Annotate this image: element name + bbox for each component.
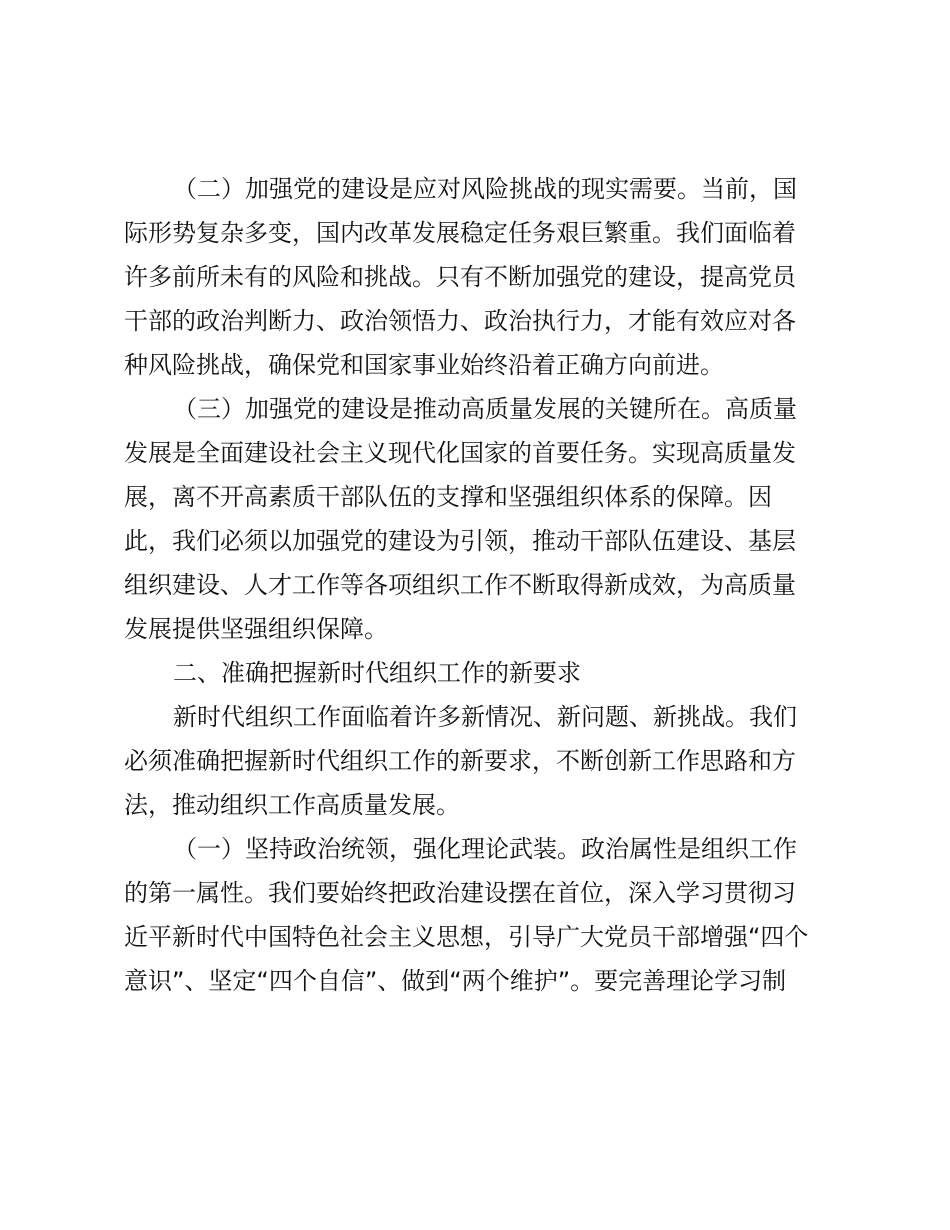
text-line: 的第一属性。我们要始终把政治建设摆在首位，深入学习贯彻习 — [124, 879, 796, 907]
text-line: 展，离不开高素质干部队伍的支撑和坚强组织体系的保障。因 — [124, 483, 772, 511]
text-line: 种风险挑战，确保党和国家事业始终沿着正确方向前进。 — [124, 351, 724, 379]
text-line: （三）加强党的建设是推动高质量发展的关键所在。高质量 — [173, 395, 797, 423]
text-line: （一）坚持政治统领，强化理论武装。政治属性是组织工作 — [173, 835, 797, 863]
text-line: 此，我们必须以加强党的建设为引领，推动干部队伍建设、基层 — [124, 527, 796, 555]
text-line: （二）加强党的建设是应对风险挑战的现实需要。当前，国 — [173, 175, 797, 203]
text-line: 发展提供坚强组织保障。 — [124, 615, 388, 643]
text-line: 法，推动组织工作高质量发展。 — [124, 791, 460, 819]
section-heading: 二、准确把握新时代组织工作的新要求 — [173, 659, 581, 687]
text-line: 际形势复杂多变，国内改革发展稳定任务艰巨繁重。我们面临着 — [124, 219, 796, 247]
text-line: 近平新时代中国特色社会主义思想，引导广大党员干部增强“四个 — [124, 923, 809, 951]
text-line: 干部的政治判断力、政治领悟力、政治执行力，才能有效应对各 — [124, 307, 796, 335]
text-line: 发展是全面建设社会主义现代化国家的首要任务。实现高质量发 — [124, 439, 796, 467]
text-line: 组织建设、人才工作等各项组织工作不断取得新成效，为高质量 — [124, 571, 796, 599]
text-line: 许多前所未有的风险和挑战。只有不断加强党的建设，提高党员 — [124, 263, 796, 291]
text-line: 意识”、坚定“四个自信”、做到“两个维护”。要完善理论学习制 — [124, 967, 787, 995]
text-line: 必须准确把握新时代组织工作的新要求，不断创新工作思路和方 — [124, 747, 796, 775]
text-line: 新时代组织工作面临着许多新情况、新问题、新挑战。我们 — [173, 703, 797, 731]
